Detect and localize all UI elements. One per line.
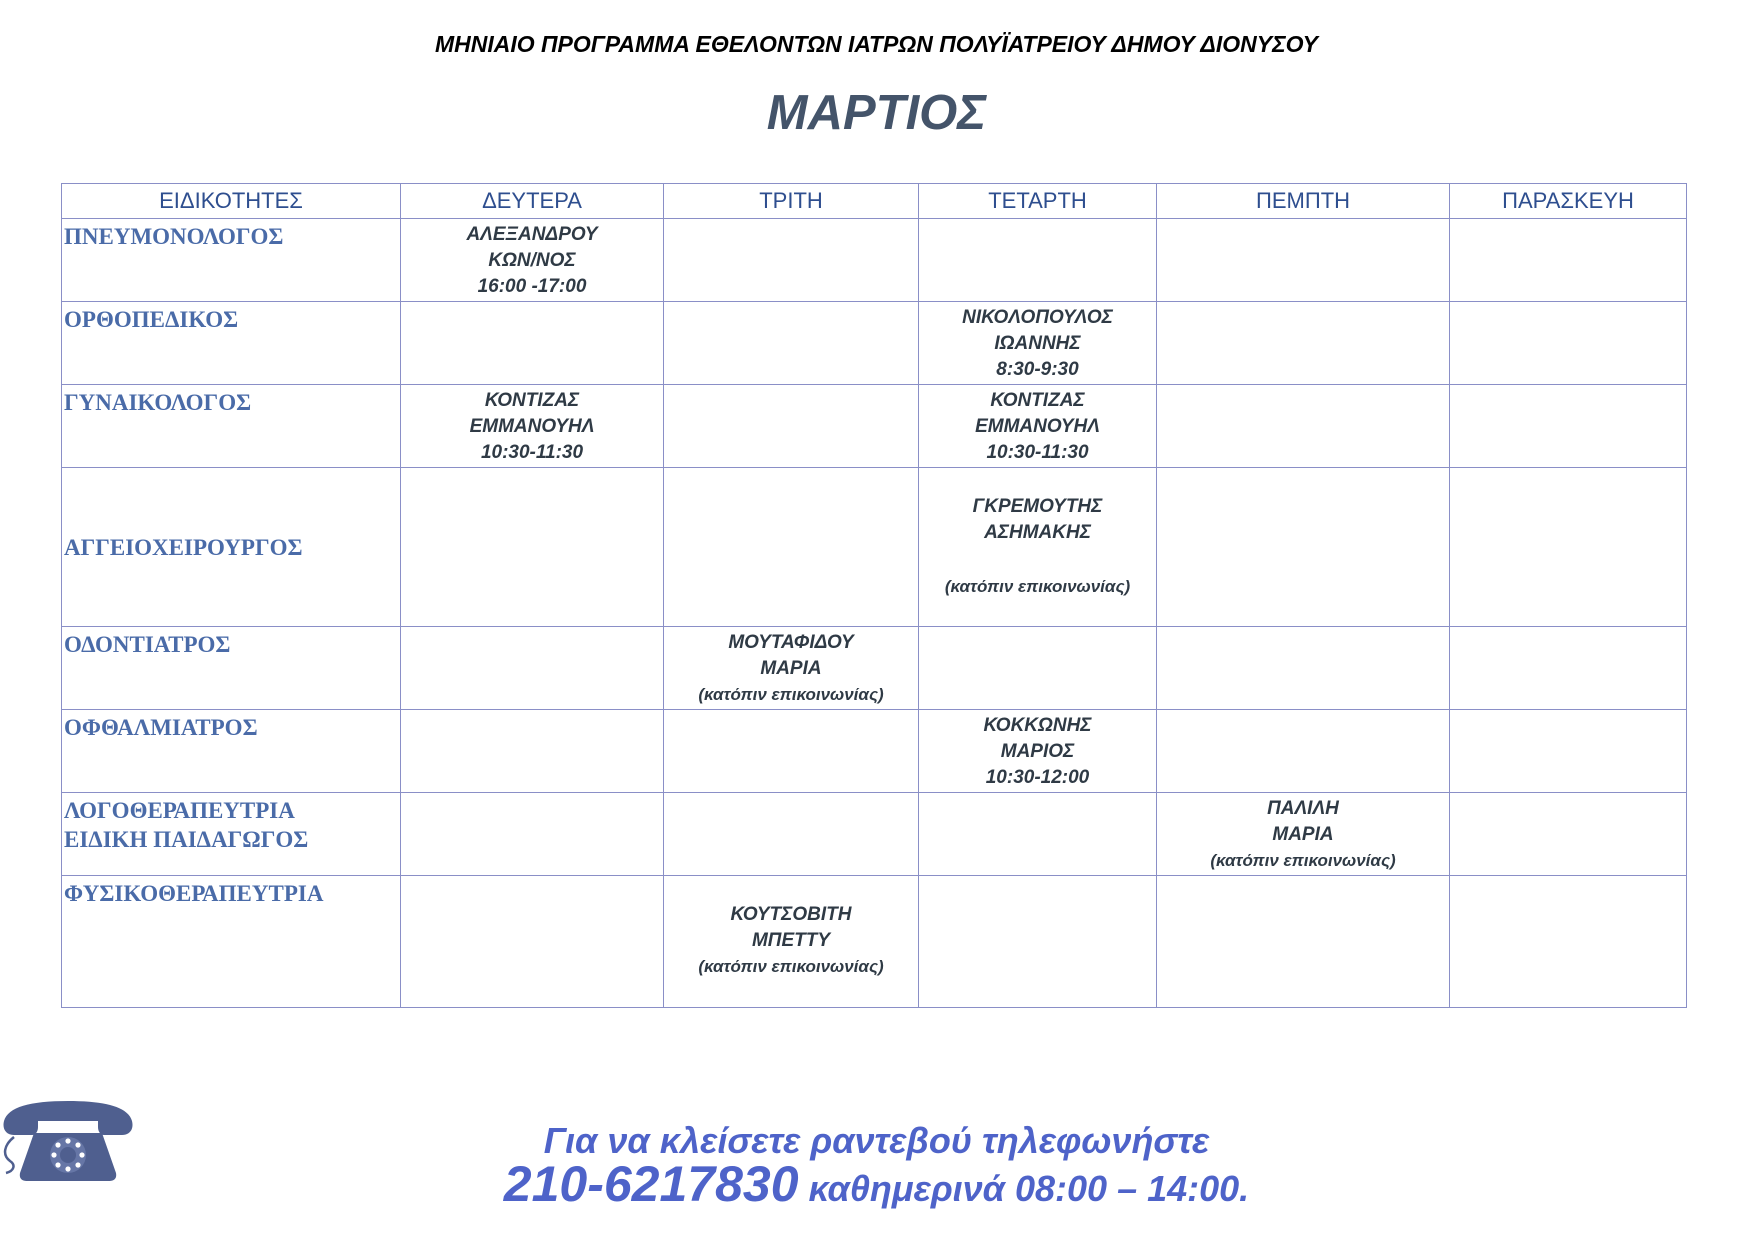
schedule-cell-friday: [1450, 793, 1687, 876]
schedule-cell-wednesday: [919, 468, 1157, 627]
appointment-time: 16:00 -17:00: [477, 276, 587, 297]
schedule-cell-friday: [1450, 219, 1687, 302]
specialty-cell: [62, 793, 401, 876]
schedule-cell-thursday: [1157, 302, 1450, 385]
appointment-note: (κατόπιν επικοινωνίας): [1210, 851, 1396, 870]
table-row: [62, 385, 1687, 468]
specialty-cell: ΓΥΝΑΙΚΟΛΟΓΟΣ: [62, 385, 401, 468]
table-row: [62, 302, 1687, 385]
schedule-cell-wednesday: [919, 876, 1157, 1008]
schedule-cell-friday: [1450, 710, 1687, 793]
header-wednesday: ΤΕΤΑΡΤΗ: [919, 184, 1157, 219]
doctor-firstname: ΚΩΝ/ΝΟΣ: [488, 250, 576, 271]
specialty-cell: ΟΡΘΟΠΕΔΙΚΟΣ: [62, 302, 401, 385]
table-row: [62, 627, 1687, 710]
appointment-note: (κατόπιν επικοινωνίας): [944, 577, 1131, 596]
specialty-cell: ΟΔΟΝΤΙΑΤΡΟΣ: [62, 627, 401, 710]
doctor-surname: ΚΟΚΚΩΝΗΣ: [983, 715, 1092, 736]
doctor-firstname: ΜΠΕΤΤΥ: [751, 930, 831, 951]
doctor-surname: ΑΛΕΞΑΝΔΡΟΥ: [466, 224, 598, 245]
appointment-time: 10:30-11:30: [480, 442, 584, 463]
specialty-cell: ΠΝΕΥΜΟΝΟΛΟΓΟΣ: [62, 219, 401, 302]
schedule-cell-tuesday: [664, 627, 919, 710]
appointment-time: 10:30-11:30: [986, 442, 1089, 463]
doctor-surname: ΚΟΝΤΙΖΑΣ: [990, 390, 1085, 411]
specialty-line-2: ΕΙΔΙΚΗ ΠΑΙΔΑΓΩΓΟΣ: [64, 827, 309, 852]
schedule-cell-thursday: [1157, 627, 1450, 710]
schedule-cell-monday: [401, 710, 664, 793]
doctor-firstname: ΜΑΡΙΑ: [1272, 824, 1334, 845]
schedule-cell-monday: [401, 468, 664, 627]
schedule-cell-thursday: [1157, 876, 1450, 1008]
doctor-firstname: ΕΜΜΑΝΟΥΗΛ: [975, 416, 1100, 437]
booking-contact: [0, 1155, 1753, 1213]
schedule-cell-tuesday: [664, 302, 919, 385]
schedule-cell-tuesday: [664, 876, 919, 1008]
schedule-cell-monday: [401, 627, 664, 710]
schedule-cell-thursday: [1157, 385, 1450, 468]
office-hours: καθημερινά 08:00 – 14:00.: [798, 1168, 1250, 1209]
doctor-surname: ΠΑΛΙΛΗ: [1267, 798, 1339, 819]
doctor-firstname: ΙΩΑΝΝΗΣ: [994, 333, 1081, 354]
schedule-cell-friday: [1450, 876, 1687, 1008]
table-row: [62, 710, 1687, 793]
schedule-cell-thursday: [1157, 793, 1450, 876]
doctor-firstname: ΜΑΡΙΟΣ: [1000, 741, 1075, 762]
schedule-cell-monday: [401, 876, 664, 1008]
header-monday: ΔΕΥΤΕΡΑ: [401, 184, 664, 219]
schedule-cell-tuesday: [664, 793, 919, 876]
header-specialties: ΕΙΔΙΚΟΤΗΤΕΣ: [62, 184, 401, 219]
schedule-cell-wednesday: [919, 302, 1157, 385]
appointment-note: (κατόπιν επικοινωνίας): [698, 685, 884, 704]
schedule-cell-tuesday: [664, 385, 919, 468]
doctor-surname: ΓΚΡΕΜΟΥΤΗΣ: [972, 496, 1103, 517]
schedule-cell-wednesday: [919, 627, 1157, 710]
phone-number[interactable]: 210-6217830: [503, 1156, 799, 1212]
month-title: ΜΑΡΤΙΟΣ: [766, 86, 987, 140]
specialty-cell: ΟΦΘΑΛΜΙΑΤΡΟΣ: [62, 710, 401, 793]
doctor-surname: ΝΙΚΟΛΟΠΟΥΛΟΣ: [962, 307, 1113, 328]
schedule-cell-friday: [1450, 627, 1687, 710]
schedule-cell-tuesday: [664, 468, 919, 627]
schedule-cell-tuesday: [664, 710, 919, 793]
schedule-cell-monday: [401, 219, 664, 302]
appointment-note: (κατόπιν επικοινωνίας): [698, 957, 884, 976]
specialty-line-1: ΛΟΓΟΘΕΡΑΠΕΥΤΡΙΑ: [64, 798, 295, 823]
schedule-cell-friday: [1450, 385, 1687, 468]
table-row: [62, 468, 1687, 627]
specialty-cell: ΑΓΓΕΙΟΧΕΙΡΟΥΡΓΟΣ: [62, 468, 401, 627]
header-friday: ΠΑΡΑΣΚΕΥΗ: [1450, 184, 1687, 219]
schedule-cell-friday: [1450, 468, 1687, 627]
schedule-cell-thursday: [1157, 468, 1450, 627]
appointment-time: 8:30-9:30: [996, 359, 1079, 380]
booking-instructions: Για να κλείσετε ραντεβού τηλεφωνήστε: [543, 1120, 1210, 1161]
table-header-row: [62, 184, 1687, 219]
table-row: [62, 219, 1687, 302]
doctor-surname: ΜΟΥΤΑΦΙΔΟΥ: [728, 632, 854, 653]
table-row: [62, 876, 1687, 1008]
schedule-table: [61, 183, 1687, 1008]
schedule-cell-tuesday: [664, 219, 919, 302]
header-tuesday: ΤΡΙΤΗ: [664, 184, 919, 219]
schedule-cell-wednesday: [919, 710, 1157, 793]
doctor-firstname: ΜΑΡΙΑ: [760, 658, 822, 679]
schedule-cell-wednesday: [919, 385, 1157, 468]
schedule-cell-wednesday: [919, 219, 1157, 302]
doctor-surname: ΚΟΥΤΣΟΒΙΤΗ: [730, 904, 852, 925]
schedule-cell-wednesday: [919, 793, 1157, 876]
doctor-firstname: ΑΣΗΜΑΚΗΣ: [984, 522, 1091, 543]
schedule-cell-friday: [1450, 302, 1687, 385]
schedule-cell-monday: [401, 793, 664, 876]
schedule-cell-thursday: [1157, 219, 1450, 302]
doctor-surname: ΚΟΝΤΙΖΑΣ: [484, 390, 580, 411]
document-title: ΜΗΝΙΑΙΟ ΠΡΟΓΡΑΜΜΑ ΕΘΕΛΟΝΤΩΝ ΙΑΤΡΩΝ ΠΟΛΥΪΑΤΡΕΙΟΥ ΔΗΜΟΥ ΔΙΟΝΥΣΟΥ: [434, 31, 1318, 57]
specialty-cell: ΦΥΣΙΚΟΘΕΡΑΠΕΥΤΡΙΑ: [62, 876, 401, 1008]
doctor-firstname: ΕΜΜΑΝΟΥΗΛ: [469, 416, 595, 437]
schedule-cell-thursday: [1157, 710, 1450, 793]
schedule-cell-monday: [401, 385, 664, 468]
header-thursday: ΠΕΜΠΤΗ: [1157, 184, 1450, 219]
schedule-cell-monday: [401, 302, 664, 385]
table-row: [62, 793, 1687, 876]
appointment-time: 10:30-12:00: [985, 767, 1090, 788]
